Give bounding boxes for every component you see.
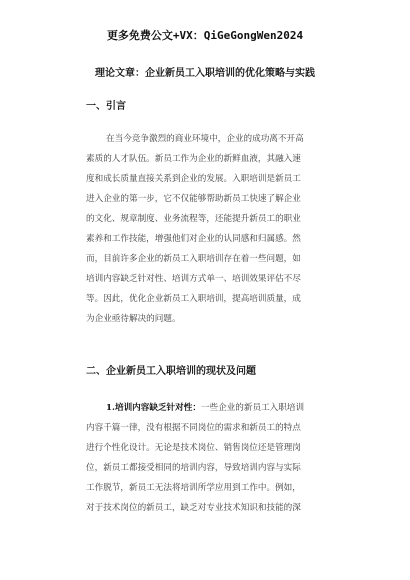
paragraph-line: 位，新员工都接受相同的培训内容，导致培训内容与实际 bbox=[86, 463, 301, 473]
paragraph-first-line bbox=[86, 398, 340, 418]
paragraph-line: 对于技术岗位的新员工，缺乏对专业技术知识和技能的深 bbox=[86, 503, 301, 513]
point-lead-label: 1.培训内容缺乏针对性： bbox=[106, 403, 201, 413]
paragraph-line: 内容千篇一律，没有根据不同岗位的需求和新员工的特点 bbox=[86, 423, 301, 433]
section-heading-current-status: 二、企业新员工入职培训的现状及问题 bbox=[86, 366, 256, 377]
paragraph-line: 度和成长质量直接关系到企业的发展。入职培训是新员工 bbox=[86, 174, 301, 184]
paragraph-line: 素养和工作技能，增强他们对企业的认同感和归属感。然 bbox=[86, 234, 301, 244]
paragraph-line: 等。因此，优化企业新员工入职培训，提高培训质量，成 bbox=[86, 294, 301, 304]
paragraph-line: 为企业亟待解决的问题。 bbox=[86, 314, 181, 324]
current-status-paragraph bbox=[86, 398, 340, 518]
paragraph-line: 进行个性化设计。无论是技术岗位、销售岗位还是管理岗 bbox=[86, 443, 301, 453]
promo-banner: 更多免费公文+VX：QiGeGongWen2024 bbox=[106, 29, 304, 42]
paragraph-line: 素质的人才队伍。新员工作为企业的新鲜血液，其融入速 bbox=[86, 154, 301, 164]
article-title: 理论文章：企业新员工入职培训的优化策略与实践 bbox=[95, 68, 315, 79]
paragraph-line: 培训内容缺乏针对性、培训方式单一、培训效果评估不尽 bbox=[86, 274, 301, 284]
paragraph-line: 的文化、规章制度、业务流程等，还能提升新员工的职业 bbox=[86, 214, 301, 224]
introduction-paragraph bbox=[86, 129, 340, 329]
paragraph-line: 工作脱节，新员工无法将培训所学应用到工作中。例如， bbox=[86, 483, 301, 493]
paragraph-line: 进入企业的第一步，它不仅能够帮助新员工快速了解企业 bbox=[86, 194, 301, 204]
paragraph-line: 而，目前许多企业的新员工入职培训存在着一些问题，如 bbox=[86, 254, 301, 264]
paragraph-line: 在当今竞争激烈的商业环境中，企业的成功离不开高 bbox=[106, 134, 304, 144]
section-heading-introduction: 一、引言 bbox=[86, 101, 126, 112]
point-lead-text: 一些企业的新员工入职培训 bbox=[200, 403, 305, 413]
